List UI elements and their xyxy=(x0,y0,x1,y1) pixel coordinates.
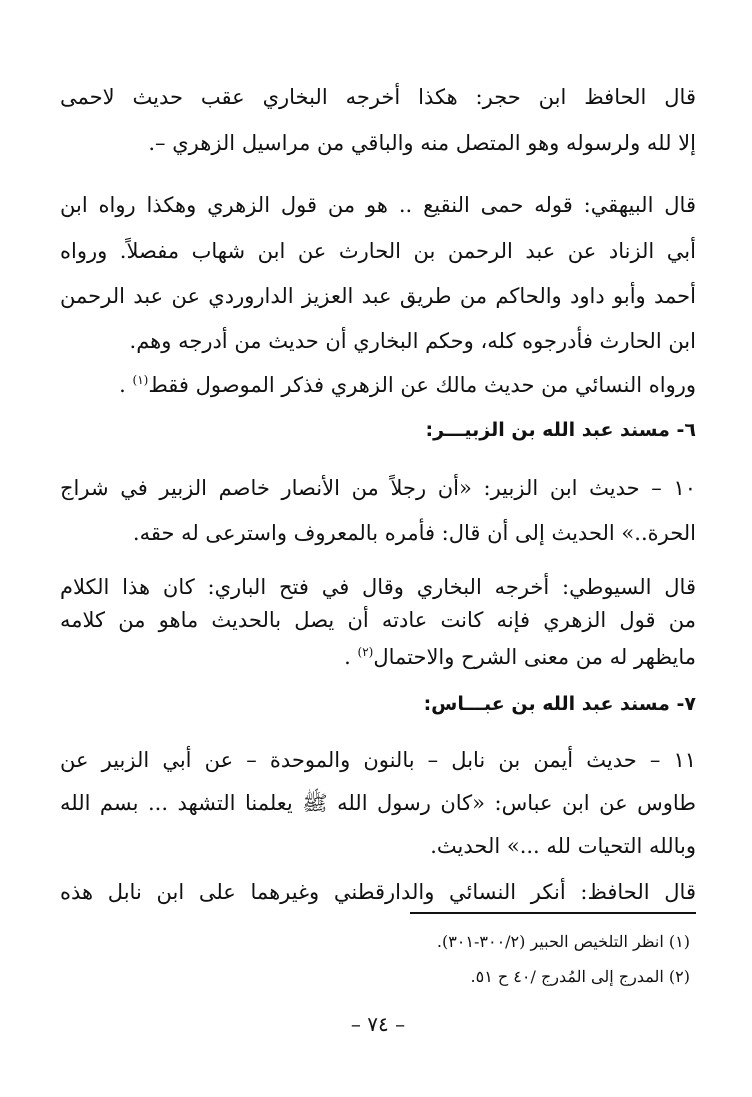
paragraph-line: أحمد وأبو داود والحاكم من طريق عبد العزيز الداروردي عن عبد الرحمن xyxy=(60,284,697,308)
footnote-divider xyxy=(410,912,696,914)
page-number: – ٧٤ – xyxy=(350,1012,406,1036)
footnote: (١) انظر التلخيص الحبير (٣٠٠/٢-٣٠١). xyxy=(436,932,690,951)
paragraph-line: ١١ – حديث أيمن بن نابل – بالنون والموحدة – عن أبي الزبير عن xyxy=(60,748,696,772)
paragraph-line: قال الحافظ ابن حجر: هكذا أخرجه البخاري عقب حديث لاحمى xyxy=(60,85,696,109)
footnote: (٢) المدرج إلى المُدرج /٤٠ ح ٥١. xyxy=(470,967,690,986)
section-heading: ٦- مسند عبد الله بن الزبيـــر: xyxy=(425,419,696,441)
paragraph-line: وبالله التحيات لله ...» الحديث. xyxy=(430,834,696,858)
paragraph-line: قال السيوطي: أخرجه البخاري وقال في فتح الباري: كان هذا الكلام xyxy=(60,575,696,599)
paragraph-line: إلا لله ولرسوله وهو المتصل منه والباقي من مراسيل الزهري –. xyxy=(148,131,696,155)
line-tail: . xyxy=(344,645,358,669)
footnote-ref: (١) xyxy=(132,373,149,387)
line-tail: . xyxy=(119,373,133,397)
paragraph-line: ١٠ – حديث ابن الزبير: «أن رجلاً من الأنصار خاصم الزبير في شراج xyxy=(60,476,696,500)
paragraph-line: من قول الزهري فإنه كانت عادته أن يصل بالحديث ماهو من كلامه xyxy=(60,608,696,632)
line-text: مايظهر له من معنى الشرح والاحتمال xyxy=(373,645,696,669)
line-text: ورواه النسائي من حديث مالك عن الزهري فذكر الموصول فقط xyxy=(148,373,696,397)
paragraph-line: الحرة..» الحديث إلى أن قال: فأمره بالمعروف واسترعى له حقه. xyxy=(132,521,696,545)
section-heading: ٧- مسند عبد الله بن عبـــاس: xyxy=(423,693,696,715)
paragraph-line: أبي الزناد عن عبد الرحمن بن الحارث عن ابن شهاب مفصلاً. ورواه xyxy=(60,239,696,263)
paragraph-line: ابن الحارث فأدرجوه كله، وحكم البخاري أن حديث من أدرجه وهم. xyxy=(129,329,696,353)
paragraph-line-with-footnote xyxy=(60,370,696,400)
paragraph-line: قال البيهقي: قوله حمى النقيع .. هو من قول الزهري وهكذا رواه ابن xyxy=(60,193,696,217)
footnote-ref: (٢) xyxy=(357,645,374,659)
paragraph-line-with-footnote xyxy=(60,642,696,672)
paragraph-line: طاوس عن ابن عباس: «كان رسول الله ﷺ يعلمنا التشهد ... بسم الله xyxy=(60,791,696,815)
paragraph-line: قال الحافظ: أنكر النسائي والدارقطني وغيرهما على ابن نابل هذه xyxy=(60,880,696,904)
book-page xyxy=(60,82,696,1062)
